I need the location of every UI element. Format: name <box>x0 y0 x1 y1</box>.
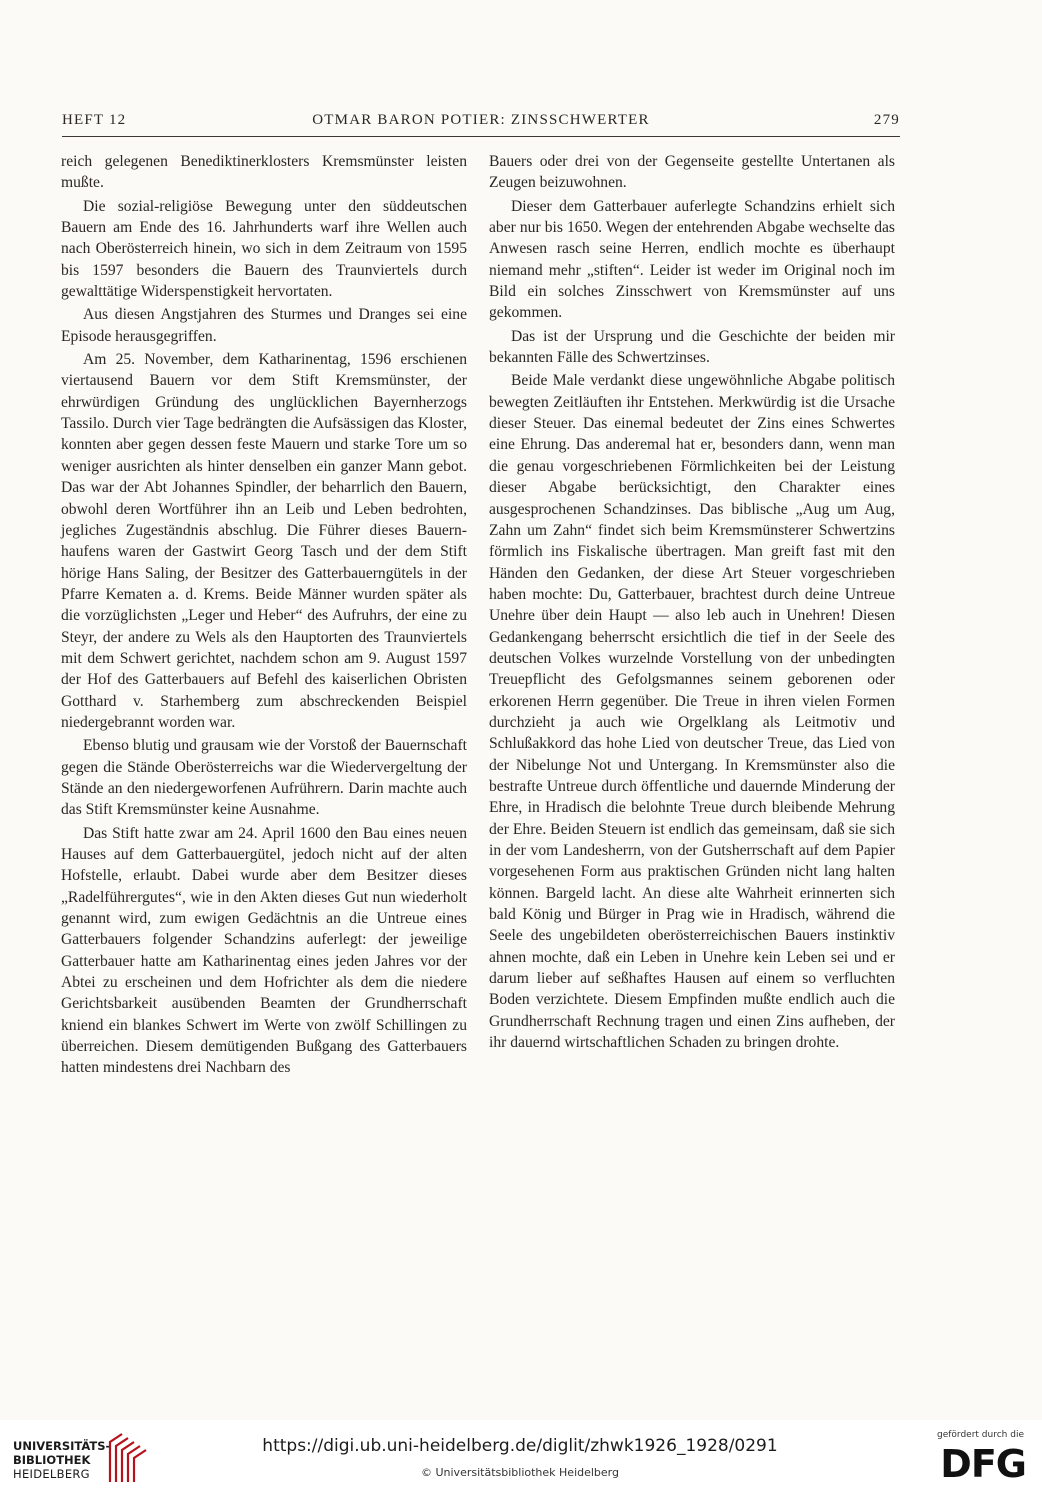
paragraph: reich gelegenen Benediktinerklosters Kremsmünster leisten mußte. <box>61 153 467 192</box>
running-head <box>62 112 900 134</box>
viewer-footer <box>0 1420 1042 1494</box>
library-logo-text[interactable] <box>13 1439 110 1481</box>
page-url-link[interactable]: https://digi.ub.uni-heidelberg.de/diglit/zhwk1926_1928/0291 <box>262 1436 778 1456</box>
article-title: OTMAR BARON POTIER: ZINSSCHWERTER <box>312 112 650 128</box>
paragraph: Das ist der Ursprung und die Geschichte der beiden mir bekannten Fälle des Schwertzinses. <box>489 327 895 367</box>
library-name-line: BIBLIOTHEK <box>13 1453 91 1467</box>
library-name-line: UNIVERSITÄTS- <box>13 1439 111 1453</box>
paragraph: Am 25. November, dem Katharinentag, 1596 erschienen viertausend Bauern vor dem Stift Kremsmünster, der ehrwürdigen Gründung des unglücklichen Bayernherzogs Tassilo. Durch vier Tage bedrängten die Aufsässigen das Kloster, konnten aber gegen dessen feste Mauern und starke Tore um so weniger ausrichten als hinter denselben ein ganzer Mann gebot. Das war der Abt Johannes Spindler, der beharrlich den Bauern, obwohl deren Wortführer ihn an Leib und Leben bedrohten, jegliches Zugeständnis abschlug. Die Führer dieses Bauernhaufens waren der Gastwirt Georg Tasch und der dem Stift hörige Hans Saling, der Besitzer des Gatterbauerngütels in der Pfarre Kematen a. d. Krems. Beide Männer wurden später als die vorzüglichsten „Leger und Heber“ des Aufruhrs, der eine zu Steyr, der andere zu Wels als den Hauptorten des Traunviertels mit dem Schwert gerichtet, nachdem schon am 9. August 1597 der Hof des Gatterbauers auf Befehl des kaiserlichen Obristen Gotthard v. Starhemberg zum abschreckenden Beispiel niedergebrannt worden war. <box>61 351 467 731</box>
funding-note: gefördert durch die <box>937 1430 1024 1440</box>
paragraph: Aus diesen Angstjahren des Sturmes und Dranges sei eine Episode herausgegriffen. <box>61 306 467 345</box>
header-rule <box>62 136 900 137</box>
right-column <box>489 151 895 1053</box>
page-number: 279 <box>873 112 900 128</box>
library-name-line: HEIDELBERG <box>13 1467 90 1481</box>
paragraph: Dieser dem Gatterbauer auferlegte Schandzins erhielt sich aber nur bis 1650. Wegen der entehrenden Abgabe wechselte das Anwesen rasch seine Herren, endlich mochte es überhaupt niemand mehr „stiften“. Leider ist weder im Original noch im Bild ein solches Zinsschwert von Kremsmünster auf uns gekommen. <box>489 197 895 322</box>
paragraph: Die sozial-religiöse Bewegung unter den süddeutschen Bauern am Ende des 16. Jahrhunderts warf ihre Wellen auch nach Oberösterreich hinein, wo sich in dem Zeitraum von 1595 bis 1597 besonders die Bauern des Traunviertels durch gewalttätige Widerspenstigkeit hervortaten. <box>61 197 467 301</box>
paragraph: Bauers oder drei von der Gegenseite gestellte Untertanen als Zeugen beizuwohnen. <box>489 153 895 192</box>
left-column <box>61 151 467 1079</box>
paragraph: Beide Male verdankt diese ungewöhnliche Abgabe politisch bewegten Zeitläuften ihr Entstehen. Merkwürdig ist die Ursache dieser Steuer. Das einemal bedeutet der Zins eines Schwertes eine Ehrung. Das anderemal hat er, besonders dann, wenn man die genau vorgeschriebenen Förmlichkeiten bei der Leistung dieser Abgabe berücksichtigt, den Charakter eines ausgesprochenen Schandzinses. Das biblische „Aug um Aug, Zahn um Zahn“ findet sich beim Kremsmünsterer Schwertzins förmlich ins Fiskalische übertragen. Man greift fast mit den Händen den Gedanken, der diese Art Steuer vorgeschrieben haben mochte: Du, Gatterbauer, brachtest durch deine Untreue Unehre über dein Haupt — also leb auch in Unehren! Diesen Gedankengang beherrscht ersichtlich die tief in der Seele des deutschen Volkes wurzelnde Vorstellung von der unbedingten Treuepflicht des Gefolgsmannes seinem geborenen oder erkorenen Herrn gegenüber. Die Treue in ihren vielen Formen durchzieht ja auch wie Orgelklang als Leitmotiv und Schlußakkord das hohe Lied von deutscher Treue, das Lied von der Nibelunge Not und Untergang. In Kremsmünster also die bestrafte Untreue durch öffentliche und dauernde Minderung der Ehre, in Hradisch die belohnte Treue durch bleibende Mehrung der Ehre. Beiden Steuern ist endlich das gemeinsam, daß sie sich in der vom Landesherrn, von der Gutsherrschaft auf dem Papier vorgesehenen Form aus praktischen Gründen nicht lang halten können. Bargeld lacht. An diese alte Wahrheit erinnerten sich bald König und Bürger in Prag wie in Hradisch, während die Seele des ungebildeten oberösterreichischen Bauers instinktiv ahnen mochte, daß ein Leben in Unehre kein Leben sei und er darum lieber auf seßhaftes Hausen auf einem so verfluchten Boden verzichtete. Diesem Empfinden mußte endlich auch die Grundherrschaft Rechnung tragen und einen Zins aufheben, der ihr dauernd wirtschaftlichen Schaden zu bringen drohte. <box>489 372 895 1052</box>
library-logo-icon[interactable] <box>102 1430 150 1486</box>
paragraph: Das Stift hatte zwar am 24. April 1600 den Bau eines neuen Hauses auf dem Gatterbauergütel, jedoch nicht auf der alten Hofstelle, erlaubt. Dabei wurde aber dem Besitzer dieses „Radelführergutes“, wie in den Akten dieses Gut nun wiederholt genannt wird, zum ewigen Gedächtnis an die Untreue eines Gatterbauers folgender Schandzins auferlegt: der jeweilige Gatterbauer hatte am Katharinentag eines jeden Jahres vor der Abtei zu erscheinen und dem Hofrichter als dem die niedere Gerichtsbarkeit ausübenden Beamten der Grundherrschaft kniend ein blankes Schwert im Werte von zwölf Schillingen zu überreichen. Diesem demütigenden Bußgang des Gatterbauers hatten mindestens drei Nachbarn des <box>61 824 467 1077</box>
paragraph: Ebenso blutig und grausam wie der Vorstoß der Bauernschaft gegen die Stände Oberösterreichs war die Wiedervergeltung der Stände an den niedergeworfenen Aufrührern. Darin machte auch das Stift Kremsmünster keine Ausnahme. <box>61 737 467 819</box>
dfg-logo[interactable]: DFG <box>940 1442 1026 1486</box>
issue-label: HEFT 12 <box>62 112 127 128</box>
copyright-notice: © Universitätsbibliothek Heidelberg <box>420 1466 619 1479</box>
